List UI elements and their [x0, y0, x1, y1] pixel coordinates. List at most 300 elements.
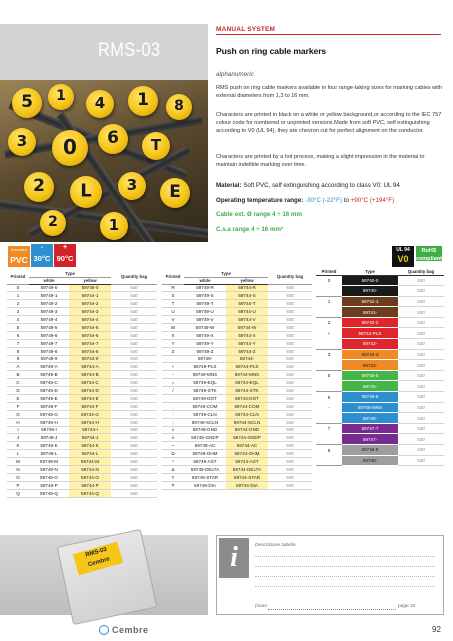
- quantity: 500: [111, 363, 157, 371]
- marker-ring-char: 1: [108, 216, 120, 235]
- quantity: 500: [111, 316, 157, 324]
- table-row: [162, 387, 312, 395]
- table-row: [7, 300, 157, 308]
- printed-char: /: [162, 387, 184, 395]
- temperature-spec: [216, 197, 394, 204]
- white-code: 59749-S: [184, 292, 226, 300]
- table-row: [162, 426, 312, 434]
- quantity: 500: [398, 307, 444, 318]
- printed-empty: [316, 360, 342, 371]
- quantity: 500: [111, 418, 157, 426]
- printed-empty: [316, 455, 342, 466]
- printed-char: L: [7, 450, 29, 458]
- quantity: 500: [268, 450, 312, 458]
- ul94-label: UL 94: [396, 247, 410, 253]
- table-row: [7, 316, 157, 324]
- white-code: 59749-G: [29, 410, 69, 418]
- printed-char: 5: [7, 323, 29, 331]
- brand-logo-icon: [99, 625, 109, 635]
- marker-ring-image: [52, 130, 88, 166]
- table-row: [316, 423, 444, 434]
- marker-ring-image: [142, 132, 170, 160]
- printed-char: J: [7, 434, 29, 442]
- marker-ring-image: [70, 176, 102, 208]
- header-type: Type: [342, 268, 398, 275]
- marker-table-middle: [162, 270, 312, 490]
- white-code: 59749-I: [29, 426, 69, 434]
- white-code: 59749-MNS: [184, 371, 226, 379]
- marker-table-left: [7, 270, 157, 498]
- printed-empty: [316, 307, 342, 318]
- yellow-code: 59744-D: [69, 387, 111, 395]
- printed-char: 8: [7, 347, 29, 355]
- white-code: 59749-A: [29, 363, 69, 371]
- yellow-code: 59744-GNDP: [226, 434, 268, 442]
- colour-type-code: 59747-7: [342, 423, 398, 434]
- white-code: 59749-3: [29, 308, 69, 316]
- yellow-code: 59744-Q: [69, 489, 111, 497]
- page-number: 92: [432, 625, 441, 634]
- printed-char: Q: [7, 489, 29, 497]
- white-code: 59749-Y: [184, 339, 226, 347]
- printed-char: 1: [7, 292, 29, 300]
- white-code: 59749-PLS: [184, 363, 226, 371]
- yellow-code: 59744-: [226, 355, 268, 363]
- printed-char: C: [7, 379, 29, 387]
- white-code: 59749-DOT: [184, 394, 226, 402]
- quantity: 500: [398, 434, 444, 445]
- table-row: [316, 434, 444, 445]
- table-row: [7, 331, 157, 339]
- bag-label-brand: Cembre: [87, 556, 111, 569]
- quantity: 500: [111, 402, 157, 410]
- header-quantity: Quantity bag: [111, 270, 157, 284]
- table-row: [316, 413, 444, 424]
- table-row: [162, 402, 312, 410]
- table-row: [162, 410, 312, 418]
- product-photo: [0, 80, 208, 242]
- printed-char: Y: [162, 473, 184, 481]
- v0-label: V0: [397, 254, 409, 264]
- printed-char: Y: [162, 339, 184, 347]
- header-type: Type: [184, 270, 268, 277]
- quantity: 500: [111, 300, 157, 308]
- printed-char: 8: [327, 447, 331, 453]
- product-code-banner: [0, 24, 208, 80]
- quantity: 500: [268, 481, 312, 489]
- colour-type-code: 59748-8: [342, 445, 398, 456]
- table-row: [316, 317, 444, 328]
- table-row: [162, 355, 312, 363]
- quantity: 500: [398, 413, 444, 424]
- printed-empty: [316, 381, 342, 392]
- info-footer-dots: [268, 609, 396, 610]
- yellow-code: 59744-GND: [226, 426, 268, 434]
- printed-char: O: [7, 473, 29, 481]
- quantity: 500: [268, 308, 312, 316]
- quantity: 500: [111, 473, 157, 481]
- printed-char: S: [162, 292, 184, 300]
- table-row: [316, 275, 444, 286]
- white-code: 59749-B: [29, 371, 69, 379]
- yellow-code: 59744-DELTA: [226, 465, 268, 473]
- printed-char: :: [162, 410, 184, 418]
- marker-ring-char: 1: [137, 90, 149, 110]
- white-code: 59749-9: [29, 355, 69, 363]
- marker-ring-char: T: [150, 136, 162, 155]
- white-code: 59749-J: [29, 434, 69, 442]
- yellow-code: 59744-CLN: [226, 410, 268, 418]
- product-code: RMS-03: [98, 40, 161, 61]
- table-row: [7, 308, 157, 316]
- yellow-code: 59744-N: [69, 465, 111, 473]
- yellow-code: 59744-DIA: [226, 481, 268, 489]
- table-row: [7, 339, 157, 347]
- marker-ring-char: 6: [107, 128, 119, 148]
- printed-char: 7: [7, 339, 29, 347]
- printed-char: Δ: [162, 465, 184, 473]
- marker-ring-image: [100, 212, 128, 240]
- table-row: [162, 458, 312, 466]
- printed-char: B: [7, 371, 29, 379]
- marker-ring-char: 8: [174, 98, 184, 115]
- colour-type-code: 59743-: [342, 360, 398, 371]
- printed-char: 7: [327, 426, 331, 432]
- yellow-code: 59744-3: [69, 308, 111, 316]
- table-row: [162, 450, 312, 458]
- table-row: [7, 410, 157, 418]
- table-row: [162, 331, 312, 339]
- marker-ring-image: [48, 84, 74, 110]
- printed-char: Z: [162, 347, 184, 355]
- white-code: 59749-L: [29, 450, 69, 458]
- quantity: 500: [398, 275, 444, 286]
- quantity: 500: [398, 286, 444, 297]
- yellow-code: 59744-4: [69, 316, 111, 324]
- marker-ring-char: L: [80, 180, 92, 202]
- quantity: 500: [398, 339, 444, 350]
- marker-ring-image: [128, 86, 158, 116]
- printed-char: X: [162, 331, 184, 339]
- yellow-code: 59744-S: [226, 292, 268, 300]
- yellow-code: 59744-A: [69, 363, 111, 371]
- table-row: [7, 371, 157, 379]
- quantity: 500: [268, 347, 312, 355]
- header-quantity: Quantity bag: [398, 268, 444, 275]
- temperature-label: Operating temperature range:: [216, 197, 304, 204]
- quantity: 500: [111, 284, 157, 292]
- yellow-code: 59744-P: [69, 481, 111, 489]
- table-row: [316, 328, 444, 339]
- quantity: 500: [268, 292, 312, 300]
- yellow-code: 59744-V: [226, 316, 268, 324]
- quantity: 500: [111, 292, 157, 300]
- table-row: [316, 296, 444, 307]
- white-code: 59749-6: [29, 331, 69, 339]
- marker-ring-char: 1: [56, 88, 66, 105]
- table-row: [7, 379, 157, 387]
- cable-range: Cable ext. Ø range 4 ÷ 16 mm: [216, 211, 302, 218]
- table-row: [316, 392, 444, 403]
- white-code: 59749-AC: [184, 442, 226, 450]
- table-row: [7, 347, 157, 355]
- rohs-badge: RoHS compliant: [416, 248, 442, 262]
- printed-char: 3: [7, 308, 29, 316]
- colour-type-code: 59740-: [342, 286, 398, 297]
- yellow-code: 59744-B: [69, 371, 111, 379]
- table-row: [162, 284, 312, 292]
- white-code: 59749-4: [29, 316, 69, 324]
- printed-char: G: [7, 410, 29, 418]
- printed-empty: [316, 434, 342, 445]
- header-yellow: yellow: [69, 277, 111, 284]
- printed-char: 6: [7, 331, 29, 339]
- table-row: [7, 489, 157, 497]
- yellow-code: 59744-DOT: [226, 394, 268, 402]
- colour-type-code: 59747-: [342, 434, 398, 445]
- yellow-code: 59744-2: [69, 300, 111, 308]
- white-code: 59749-E: [29, 394, 69, 402]
- printed-char: R: [162, 284, 184, 292]
- white-code: 59749-U: [184, 308, 226, 316]
- quantity: 500: [111, 410, 157, 418]
- quantity: 500: [268, 323, 312, 331]
- section-label: MANUAL SYSTEM: [216, 26, 276, 33]
- printed-char: 6: [327, 394, 331, 400]
- white-code: 59749-8: [29, 347, 69, 355]
- info-line: [255, 576, 435, 577]
- header-printed: Printed: [316, 268, 342, 275]
- colour-code-table: [316, 268, 444, 466]
- brand-name: Cembre: [112, 625, 149, 635]
- table-row: [316, 455, 444, 466]
- yellow-code: 59744-E: [69, 394, 111, 402]
- printed-char: ,: [162, 402, 184, 410]
- table-row: [162, 379, 312, 387]
- table-row: [7, 426, 157, 434]
- yellow-code: 59744-R: [226, 284, 268, 292]
- quantity: 500: [111, 308, 157, 316]
- printed-char: 3: [327, 352, 331, 358]
- quantity: 500: [111, 331, 157, 339]
- table-row: [7, 458, 157, 466]
- marker-ring-char: 3: [16, 132, 28, 151]
- printed-char: ;: [162, 418, 184, 426]
- printed-char: 1: [327, 299, 331, 305]
- header-white: white: [29, 277, 69, 284]
- yellow-code: 59744-W: [226, 323, 268, 331]
- table-row: [7, 481, 157, 489]
- page-title: Push on ring cable markers: [216, 46, 327, 56]
- quantity: 500: [268, 300, 312, 308]
- white-code: 59749-OHM: [184, 450, 226, 458]
- quantity: 500: [111, 371, 157, 379]
- table-row: [7, 323, 157, 331]
- marker-ring-char: 0: [63, 134, 77, 159]
- printed-char: Ω: [162, 450, 184, 458]
- yellow-code: 59744-6: [69, 331, 111, 339]
- cold-temp-badge: [31, 244, 53, 267]
- yellow-code: 59744-Z: [226, 347, 268, 355]
- yellow-code: 59744-EQL: [226, 379, 268, 387]
- yellow-code: 59744-T: [226, 300, 268, 308]
- quantity: 500: [111, 387, 157, 395]
- bag-label-code: RMS-03: [84, 546, 108, 559]
- quantity: 500: [268, 458, 312, 466]
- quantity: 500: [398, 455, 444, 466]
- pvc-badge: PVC: [8, 254, 30, 267]
- colour-type-code: 59746-6: [342, 392, 398, 403]
- yellow-code: 59744-L: [69, 450, 111, 458]
- temperature-high: +90°C (+194°F): [350, 197, 395, 204]
- quantity: 500: [268, 465, 312, 473]
- marker-ring-image: [166, 94, 192, 120]
- table-row: [162, 442, 312, 450]
- yellow-code: 59744-AC: [226, 442, 268, 450]
- colour-type-code: 59746-MNS: [342, 402, 398, 413]
- quantity: 500: [111, 458, 157, 466]
- quantity: 500: [111, 442, 157, 450]
- info-line: [255, 566, 435, 567]
- quantity: 500: [111, 323, 157, 331]
- printed-char: N: [7, 465, 29, 473]
- yellow-code: 59744-AST: [226, 458, 268, 466]
- pvc-badge-top: Insulated: [8, 246, 30, 254]
- marker-ring-char: E: [169, 182, 181, 202]
- printed-char: 0: [7, 284, 29, 292]
- subtitle: alphanumeric: [216, 71, 254, 78]
- white-code: 59749-H: [29, 418, 69, 426]
- printed-char: ~: [162, 442, 184, 450]
- white-code: 59749-AST: [184, 458, 226, 466]
- yellow-code: 59744-F: [69, 402, 111, 410]
- table-row: [7, 465, 157, 473]
- white-code: 59749-GND: [184, 426, 226, 434]
- white-code: 59749-T: [184, 300, 226, 308]
- quantity: 500: [268, 387, 312, 395]
- colour-type-code: 59745-5: [342, 370, 398, 381]
- quantity: 500: [398, 296, 444, 307]
- quantity: 500: [268, 371, 312, 379]
- quantity: 500: [398, 445, 444, 456]
- colour-type-code: 59745-: [342, 381, 398, 392]
- marker-ring-image: [40, 210, 66, 236]
- printed-char: -: [328, 404, 330, 410]
- table-row: [7, 450, 157, 458]
- table-row: [7, 434, 157, 442]
- white-code: 59749-: [184, 355, 226, 363]
- quantity: 500: [268, 473, 312, 481]
- marker-ring-char: 2: [33, 176, 45, 196]
- yellow-code: 59744-PLS: [226, 363, 268, 371]
- quantity: 500: [398, 423, 444, 434]
- info-line: [255, 586, 435, 587]
- white-code: 59749-COM: [184, 402, 226, 410]
- quantity: 500: [111, 347, 157, 355]
- white-code: 59749-R: [184, 284, 226, 292]
- yellow-code: 59744-X: [226, 331, 268, 339]
- table-row: [7, 418, 157, 426]
- table-row: [162, 465, 312, 473]
- info-footer-page: page 33: [398, 604, 416, 609]
- printed-char: W: [162, 323, 184, 331]
- white-code: 59749-0: [29, 284, 69, 292]
- printed-char: H: [7, 418, 29, 426]
- quantity: 500: [268, 402, 312, 410]
- yellow-code: 59744-Y: [226, 339, 268, 347]
- table-row: [316, 360, 444, 371]
- header-printed: Printed: [162, 270, 184, 284]
- printed-char: U: [162, 308, 184, 316]
- yellow-code: 59744-STK: [226, 387, 268, 395]
- quantity: 500: [398, 402, 444, 413]
- intro-paragraph-2: Characters are printed in black on a white or yellow background,or according to the IEC 757 colour code for numbered or unprinted versions.Made from soft PVC, self extinguishing according to V0 (UL 94), they are chevron cut for perfect alignment on the conductor.: [216, 112, 442, 135]
- table-row: [162, 418, 312, 426]
- colour-type-code: 59741-: [342, 307, 398, 318]
- white-code: 59749-P: [29, 481, 69, 489]
- cold-value: 30°C: [33, 254, 51, 263]
- header-printed: Printed: [7, 270, 29, 284]
- colour-type-code: 59748-: [342, 455, 398, 466]
- white-code: 59749-DELTA: [184, 465, 226, 473]
- table-row: [316, 286, 444, 297]
- quantity: 500: [268, 442, 312, 450]
- hot-value: 90°C: [56, 254, 74, 263]
- quantity: 500: [111, 394, 157, 402]
- printed-char: 9: [7, 355, 29, 363]
- table-row: [162, 473, 312, 481]
- printed-char: F: [7, 402, 29, 410]
- printed-char: *: [162, 458, 184, 466]
- header-white: white: [184, 277, 226, 284]
- quantity: 500: [111, 465, 157, 473]
- quantity: 500: [268, 418, 312, 426]
- colour-type-code: 59741-1: [342, 296, 398, 307]
- table-row: [162, 394, 312, 402]
- section-divider: [216, 34, 441, 35]
- quantity: 500: [268, 339, 312, 347]
- printed-char: K: [7, 442, 29, 450]
- yellow-code: 59744-7: [69, 339, 111, 347]
- yellow-code: 59744-J: [69, 434, 111, 442]
- table-row: [7, 363, 157, 371]
- table-row: [162, 300, 312, 308]
- marker-ring-char: 5: [21, 92, 33, 112]
- white-code: 59749-1: [29, 292, 69, 300]
- white-code: 59749-N: [29, 465, 69, 473]
- quantity: 500: [398, 349, 444, 360]
- marker-ring-char: 3: [126, 176, 138, 195]
- printed-char: 2: [327, 320, 331, 326]
- yellow-code: 59744-MNS: [226, 371, 268, 379]
- quantity: 500: [111, 434, 157, 442]
- table-row: [7, 355, 157, 363]
- white-code: 59749-EQL: [184, 379, 226, 387]
- yellow-code: 59744-1: [69, 292, 111, 300]
- colour-type-code: 59742-: [342, 339, 398, 350]
- marker-ring-image: [24, 172, 54, 202]
- table-row: [162, 323, 312, 331]
- printed-empty: [316, 339, 342, 350]
- printed-char: ⌀: [162, 481, 184, 489]
- yellow-code: 59744-I: [69, 426, 111, 434]
- printed-char: 4: [7, 316, 29, 324]
- table-row: [7, 394, 157, 402]
- printed-char: I: [7, 426, 29, 434]
- printed-char: [162, 355, 184, 363]
- yellow-code: 59744-STAR: [226, 473, 268, 481]
- quantity: 500: [111, 481, 157, 489]
